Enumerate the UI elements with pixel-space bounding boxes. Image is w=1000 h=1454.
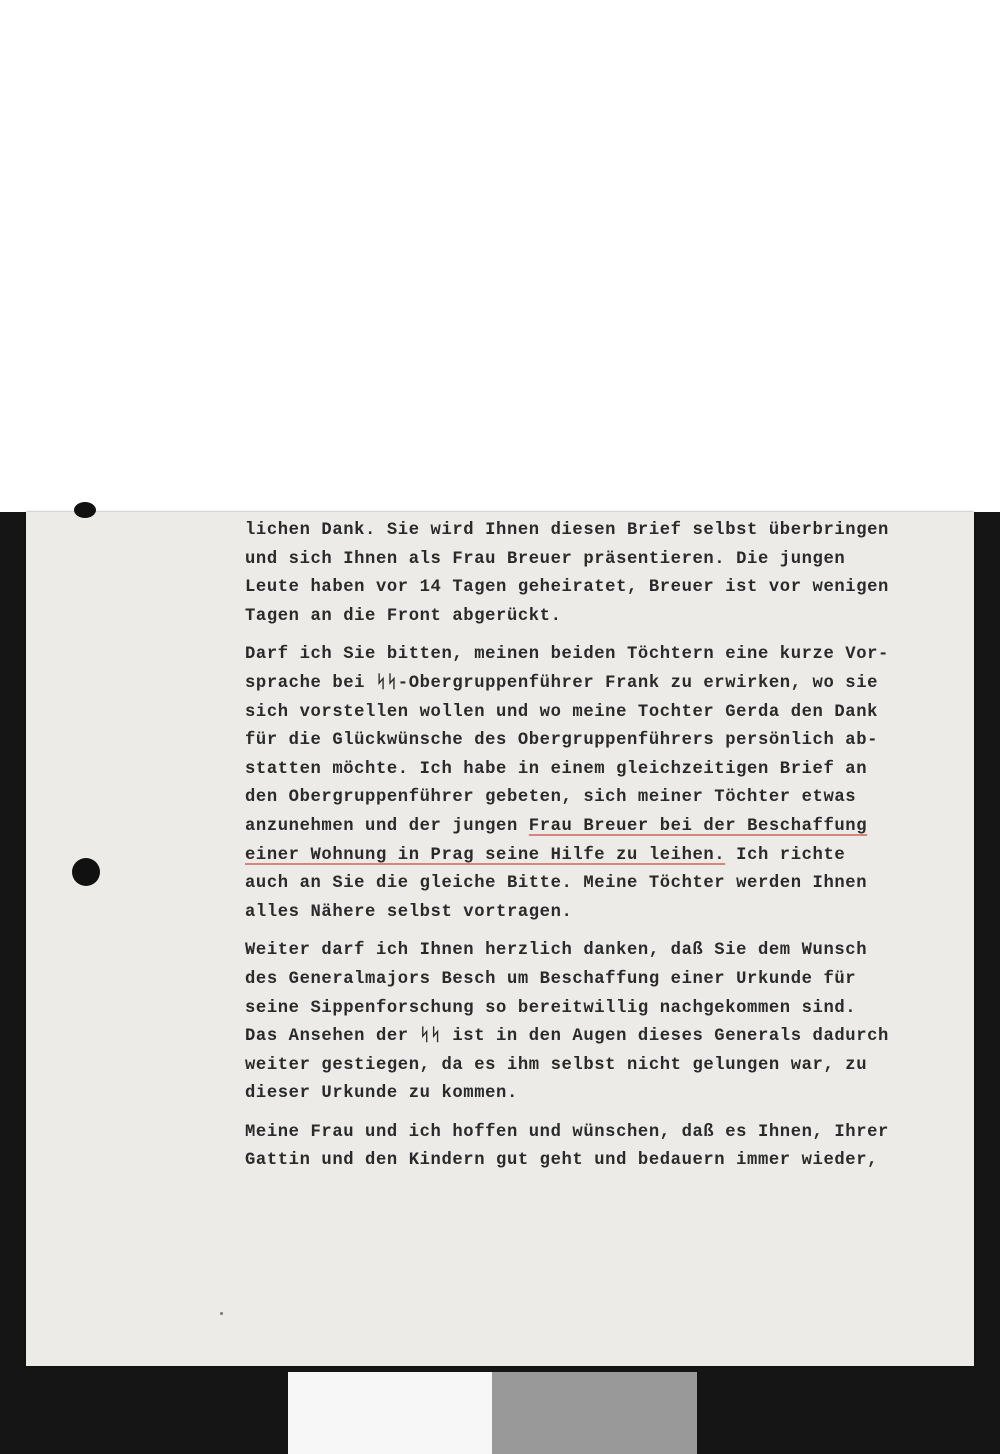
paragraph-1 bbox=[245, 517, 955, 631]
calibration-white-patch bbox=[288, 1372, 492, 1454]
text-line-underlined bbox=[245, 813, 955, 842]
text-line: sich vorstellen wollen und wo meine Tochter Gerda den Dank bbox=[245, 702, 879, 722]
pencil-underlined-text: Frau Breuer bei der Beschaffung bbox=[528, 816, 868, 836]
text-line: Darf ich Sie bitten, meinen beiden Töchtern eine kurze Vor- bbox=[245, 645, 889, 665]
text-line: dieser Urkunde zu kommen. bbox=[245, 1084, 518, 1104]
text-line: weiter gestiegen, da es ihm selbst nicht gelungen war, zu bbox=[245, 1055, 868, 1075]
paragraph-2 bbox=[245, 641, 955, 927]
text-line: Das Ansehen der ᛋᛋ ist in den Augen dieses Generals dadurch bbox=[245, 1027, 889, 1047]
text-line: statten möchte. Ich habe in einem gleichzeitigen Brief an bbox=[245, 759, 868, 779]
text-line: Tagen an die Front abgerückt. bbox=[245, 606, 562, 626]
text-line: für die Glückwünsche des Obergruppenführers persönlich ab- bbox=[245, 731, 879, 751]
text-line: sprache bei ᛋᛋ-Obergruppenführer Frank zu erwirken, wo sie bbox=[245, 673, 879, 693]
text-line: alles Nähere selbst vortragen. bbox=[245, 902, 573, 922]
text-line: Weiter darf ich Ihnen herzlich danken, daß Sie dem Wunsch bbox=[245, 941, 868, 961]
text-line: lichen Dank. Sie wird Ihnen diesen Brief selbst überbringen bbox=[245, 521, 889, 540]
punch-hole-middle bbox=[72, 858, 100, 886]
punch-hole-top bbox=[74, 502, 96, 518]
text-line: und sich Ihnen als Frau Breuer präsentieren. Die jungen bbox=[245, 549, 846, 569]
text-line: des Generalmajors Besch um Beschaffung einer Urkunde für bbox=[245, 969, 857, 989]
text-line: seine Sippenforschung so bereitwillig nachgekommen sind. bbox=[245, 998, 857, 1018]
letter-body bbox=[245, 517, 955, 1176]
paragraph-4 bbox=[245, 1119, 955, 1176]
paragraph-3 bbox=[245, 937, 955, 1109]
text-line: Gattin und den Kindern gut geht und bedauern immer wieder, bbox=[245, 1151, 879, 1171]
text-segment: Ich richte bbox=[725, 845, 846, 865]
text-line-underlined bbox=[245, 842, 955, 871]
text-line: Meine Frau und ich hoffen und wünschen, daß es Ihnen, Ihrer bbox=[245, 1122, 889, 1142]
calibration-gray-patch bbox=[492, 1372, 697, 1454]
paper-speck bbox=[220, 1312, 223, 1315]
calibration-strip bbox=[0, 1372, 1000, 1454]
text-line: auch an Sie die gleiche Bitte. Meine Töchter werden Ihnen bbox=[245, 874, 868, 894]
pencil-underlined-text: einer Wohnung in Prag seine Hilfe zu leihen. bbox=[245, 845, 726, 865]
text-line: Leute haben vor 14 Tagen geheiratet, Breuer ist vor wenigen bbox=[245, 578, 889, 598]
letter-page bbox=[26, 512, 974, 1366]
text-line: den Obergruppenführer gebeten, sich meiner Töchter etwas bbox=[245, 788, 857, 808]
text-segment: anzunehmen und der jungen bbox=[245, 816, 529, 836]
